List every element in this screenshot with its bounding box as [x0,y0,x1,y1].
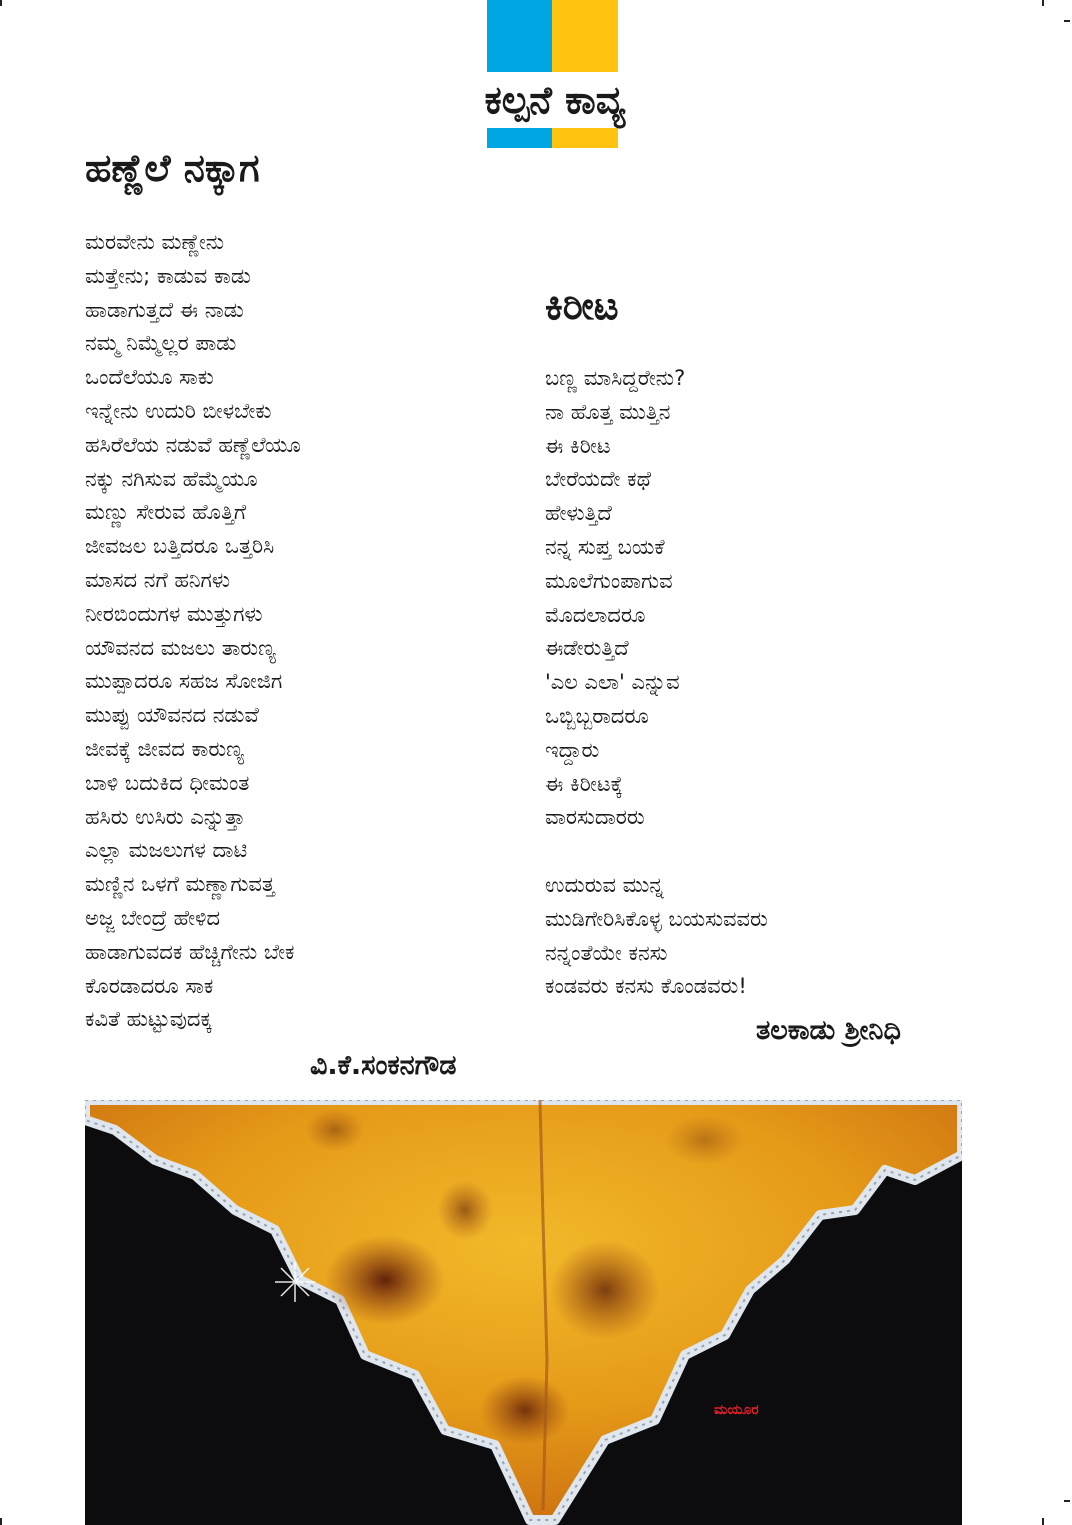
poem2-line: ಉದುರುವ ಮುನ್ನ [545,872,664,897]
poem2-title: ಕಿರೀಟ [545,284,619,328]
leaf-spot [437,1180,493,1240]
poem1-lines [85,226,301,1037]
crop-mark [0,0,2,6]
sparkle [275,1262,315,1302]
poem1-line: ಮುಪ್ಪಾದರೂ ಸಹಜ ಸೋಜಿಗ [85,669,283,694]
poem1-line: ನೀರಬಿಂದುಗಳ ಮುತ್ತುಗಳು [85,601,263,626]
poem2-line: ಈ ಕಿರೀಟ [545,433,611,458]
poem2-line: ಹೇಳುತ್ತಿದೆ [545,501,612,526]
poem2-line: ಕಂಡವರು ಕನಸು ಕೊಂಡವರು! [545,974,747,999]
poem2-line: ಮೊದಲಾದರೂ [545,602,646,627]
poem1-line: ಇನ್ನೇನು ಉದುರಿ ಬೀಳಬೇಕು [85,398,272,423]
poem2-line: ನಾ ಹೊತ್ತ ಮುತ್ತಿನ [545,399,671,424]
leaf-spot [325,1235,445,1325]
poem2-line: ಒಬ್ಬಿಬ್ಬರಾದರೂ [545,703,649,728]
photo-credit: ಮಯೂರ [714,1402,759,1418]
poem1-line: ಹಸಿರೆಲೆಯ ನಡುವೆ ಹಣ್ಣೆಲೆಯೂ [85,432,301,457]
crop-mark [1064,1500,1070,1502]
poem1-line: ಮಾಸದ ನಗೆ ಹನಿಗಳು [85,567,230,592]
poem1-line: ಹಸಿರು ಉಸಿರು ಎನ್ನುತ್ತಾ [85,804,246,829]
poem1-line: ಮಣ್ಣಿನ ಒಳಗೆ ಮಣ್ಣಾಗುವತ್ತ [85,872,275,897]
poem1-line: ಅಜ್ಜ ಬೇಂದ್ರೆ ಹೇಳಿದ [85,905,221,930]
poem1-line: ಮುಪ್ಪು ಯೌವನದ ನಡುವೆ [85,703,259,728]
crop-mark [0,1518,2,1525]
poem1-line: ಒಂದೆಲೆಯೂ ಸಾಕು [85,365,214,390]
section-title: ಕಲ್ಪನೆ ಕಾವ್ಯ [484,78,626,122]
poem1-line: ಎಲ್ಲಾ ಮಜಲುಗಳ ದಾಟಿ [85,838,248,863]
poem1-line: ನಮ್ಮ ನಿಮ್ಮೆಲ್ಲರ ಪಾಡು [85,331,237,356]
section-header-block [487,0,618,148]
poem1-line: ಯೌವನದ ಮಜಲು ತಾರುಣ್ಯ [85,635,276,660]
poem2-line: ಬೇರೆಯದೇ ಕಥೆ [545,467,651,492]
crop-mark [1042,0,1044,6]
poem1-line: ಜೀವಜಲ ಬತ್ತಿದರೂ ಒತ್ತರಿಸಿ [85,534,275,559]
poem1-line: ನಕ್ಕು ನಗಿಸುವ ಹೆಮ್ಮೆಯೂ [85,466,258,491]
poem1-title: ಹಣ್ಣೆಲೆ ನಕ್ಕಾಗ [85,146,260,190]
poem1-line: ಮಣ್ಣು ಸೇರುವ ಹೊತ್ತಿಗೆ [85,500,247,525]
poem1-line: ಕವಿತೆ ಹುಟ್ಟುವುದಕ್ಕ [85,1007,212,1032]
poem2-line: ಈಡೇರುತ್ತಿದೆ [545,636,629,661]
poem1-line: ಬಾಳಿ ಬದುಕಿದ ಧೀಮಂತ [85,770,250,795]
poem2-line: 'ಎಲ ಎಲಾ' ಎನ್ನುವ [545,670,680,695]
leaf-shape [85,1100,962,1520]
crop-mark [1064,20,1070,22]
poem2-lines [545,362,768,1004]
frosted-leaf-illustration [85,1100,962,1525]
poem2-line: ನನ್ನ ಸುಪ್ತ ಬಯಕೆ [545,534,665,559]
poem2-author: ತಲಕಾಡು ಶ್ರೀನಿಧಿ [756,1015,901,1046]
poem2-line: ಇದ್ದಾರು [545,737,600,762]
leaf-spot [550,1240,660,1340]
poem1-line: ಹಾಡಾಗುತ್ತದೆ ಈ ನಾಡು [85,297,244,322]
poem2-line [545,835,768,869]
poem2-line: ನನ್ನಂತೆಯೇ ಕನಸು [545,940,668,965]
poem2-line: ಮುಡಿಗೇರಿಸಿಕೊಳ್ಳ ಬಯಸುವವರು [545,906,768,931]
poem1-line: ಹಾಡಾಗುವದಕ ಹೆಚ್ಚಿಗೇನು ಬೇಕ [85,939,295,964]
leaf-photo [85,1100,962,1525]
leaf-spot [665,1115,745,1165]
leaf-spot [305,1108,365,1152]
poem1-line: ಜೀವಕ್ಕೆ ಜೀವದ ಕಾರುಣ್ಯ [85,736,244,761]
poem1-line: ಮತ್ತೇನು; ಕಾಡುವ ಕಾಡು [85,263,251,288]
poem2-line: ವಾರಸುದಾರರು [545,805,645,830]
poem2-line: ಬಣ್ಣ ಮಾಸಿದ್ದರೇನು? [545,366,686,390]
poem2-line: ಈ ಕಿರೀಟಕ್ಕೆ [545,771,623,796]
poem2-line: ಮೂಲೆಗುಂಪಾಗುವ [545,568,673,593]
leaf-spot [480,1375,570,1445]
crop-mark [1042,1518,1044,1525]
poem1-author: ವಿ.ಕೆ.ಸಂಕನಗೌಡ [310,1050,457,1081]
poem1-line: ಮರವೇನು ಮಣ್ಣೇನು [85,230,225,254]
poem1-line: ಕೊರಡಾದರೂ ಸಾಕ [85,973,214,998]
